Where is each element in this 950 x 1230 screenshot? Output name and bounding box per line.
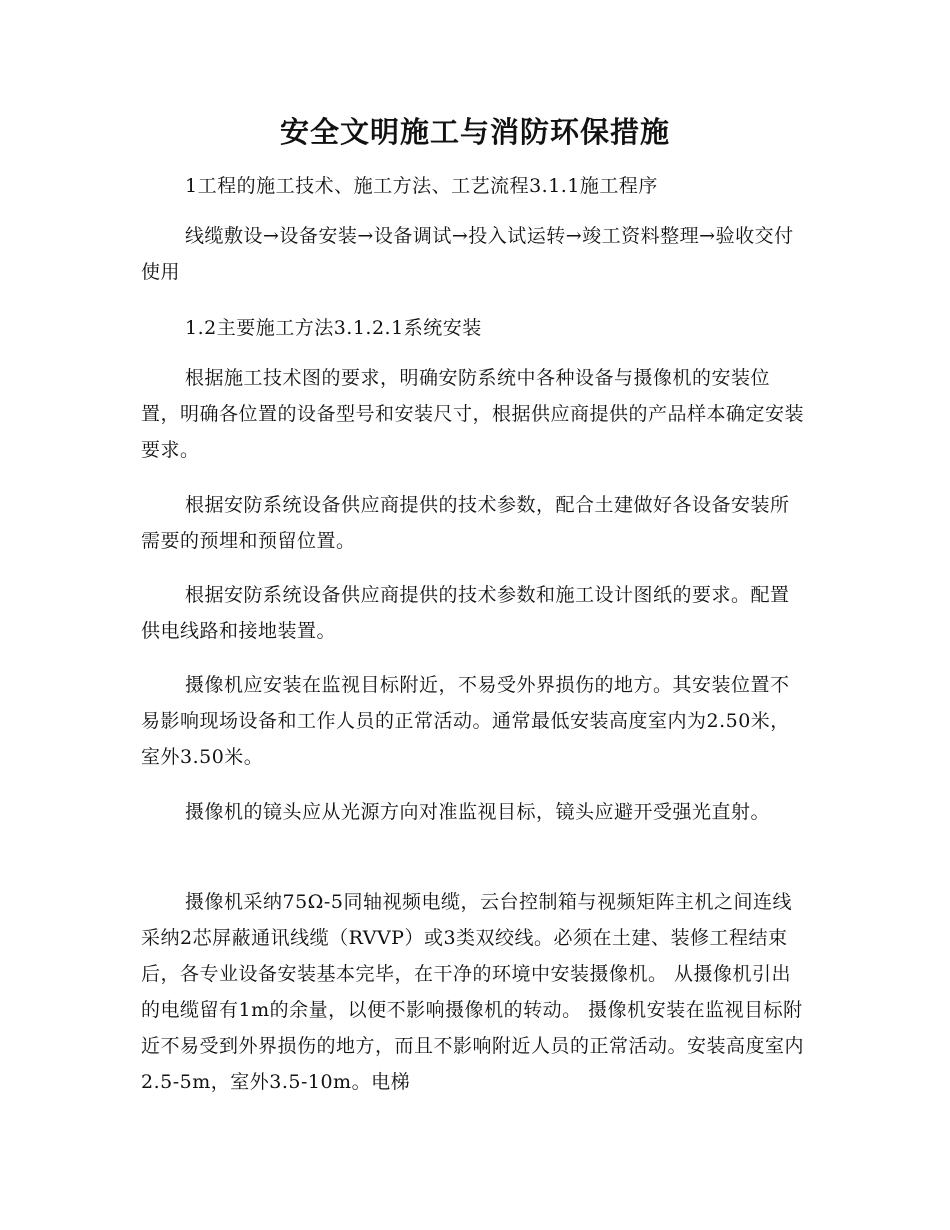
paragraph-section-1: 1工程的施工技术、施工方法、工艺流程3.1.1施工程序 — [185, 175, 658, 197]
paragraph-section-1-2: 1.2主要施工方法3.1.2.1系统安装 — [185, 317, 482, 339]
document-title: 安全文明施工与消防环保措施 — [279, 115, 670, 149]
paragraph-preembed: 根据安防系统设备供应商提供的技术参数，配合土建做好各设备安装所需要的预埋和预留位置。 — [141, 494, 790, 552]
paragraph-power-grounding: 根据安防系统设备供应商提供的技术参数和施工设计图纸的要求。配置供电线路和接地装置。 — [141, 584, 790, 642]
paragraph-lens-direction: 摄像机的镜头应从光源方向对准监视目标，镜头应避开受强光直射。 — [185, 801, 771, 823]
paragraph-cabling: 摄像机采纳75Ω-5同轴视频电缆，云台控制箱与视频矩阵主机之间连线采纳2芯屏蔽通讯线缆（RVVP）或3类双绞线。必须在土建、装修工程结束后，各专业设备安装基本完毕，在干净的环境中安装摄像机。 从摄像机引出的电缆留有1m的余量，以便不影响摄像机的转动。 摄像机安装在监视目标附近不易受到外界损伤的地方，而且不影响附近人员的正常活动。安装高度室内2.5-5m，室外3.5-10m。电梯 — [141, 891, 805, 1093]
paragraph-procedure-flow: 线缆敷设→设备安装→设备调试→投入试运转→竣工资料整理→验收交付使用 — [141, 225, 794, 283]
paragraph-install-position: 根据施工技术图的要求，明确安防系统中各种设备与摄像机的安装位置，明确各位置的设备型号和安装尺寸，根据供应商提供的产品样本确定安装要求。 — [141, 367, 805, 461]
paragraph-camera-location: 摄像机应安装在监视目标附近，不易受外界损伤的地方。其安装位置不易影响现场设备和工作人员的正常活动。通常最低安装高度室内为2.50米，室外3.50米。 — [141, 674, 790, 768]
